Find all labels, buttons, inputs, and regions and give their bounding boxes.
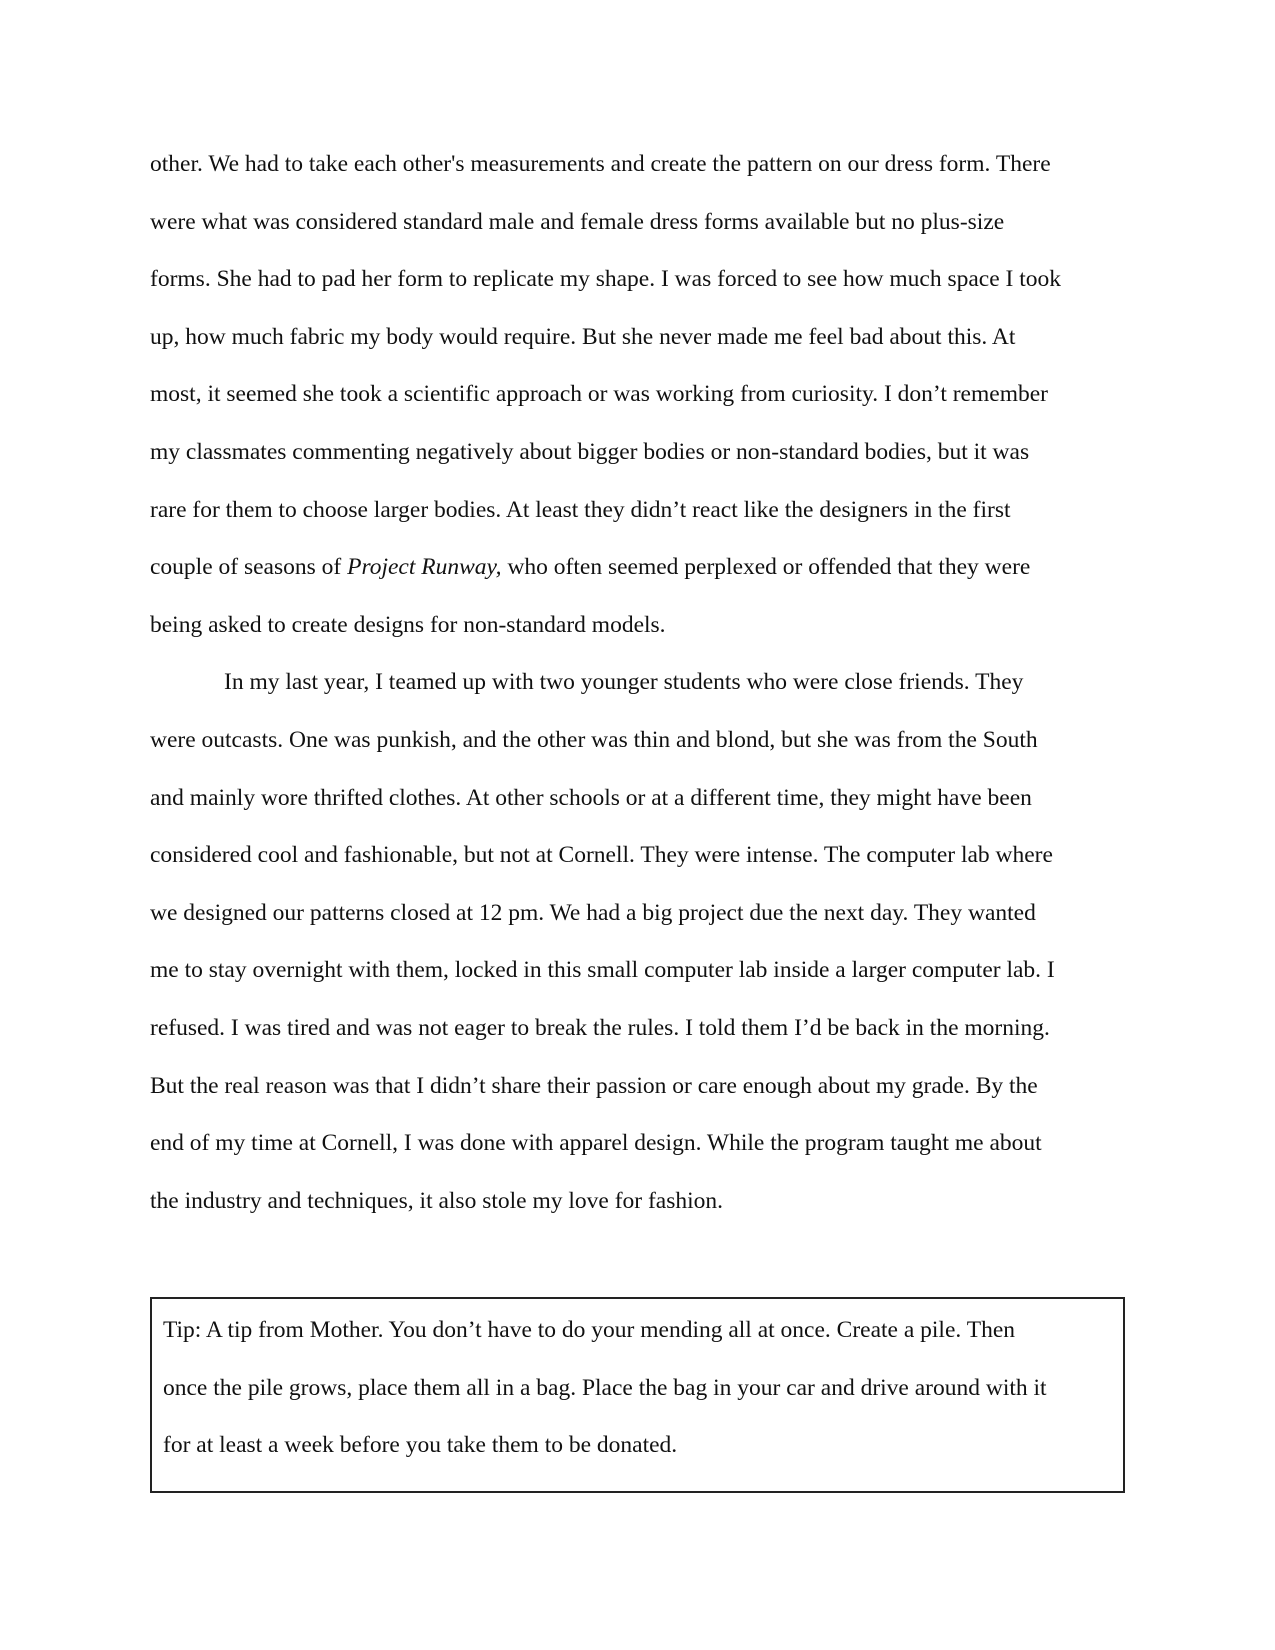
paragraph-line: forms. She had to pad her form to replicate my shape. I was forced to see how much space I took [150, 266, 1061, 293]
tip-box [150, 1297, 1125, 1493]
paragraph-line: my classmates commenting negatively about bigger bodies or non-standard bodies, but it was [150, 438, 1030, 465]
paragraph [150, 654, 1130, 1230]
tip-line: Tip: A tip from Mother. You don’t have to do your mending all at once. Create a pile. Then [163, 1317, 1016, 1343]
paragraph-line: we designed our patterns closed at 12 pm. We had a big project due the next day. They wanted [150, 899, 1036, 926]
paragraph-line: considered cool and fashionable, but not at Cornell. They were intense. The computer lab where [150, 842, 1053, 869]
paragraph-line: being asked to create designs for non-standard models. [150, 611, 666, 638]
paragraph-line: were what was considered standard male and female dress forms available but no plus-size [150, 208, 1005, 235]
paragraph-line: and mainly wore thrifted clothes. At other schools or at a different time, they might have been [150, 784, 1032, 811]
paragraph-continued [150, 136, 1130, 654]
tip-line: for at least a week before you take them to be donated. [163, 1432, 678, 1459]
paragraph-line: refused. I was tired and was not eager to break the rules. I told them I’d be back in the morning. [150, 1014, 1050, 1041]
paragraph-line: other. We had to take each other's measurements and create the pattern on our dress form. There [150, 151, 1051, 177]
paragraph-line [150, 539, 1130, 597]
paragraph-first-line: In my last year, I teamed up with two younger students who were close friends. They [224, 669, 1024, 696]
paragraph-line: But the real reason was that I didn’t share their passion or care enough about my grade. By the [150, 1072, 1038, 1099]
body-text [150, 136, 1130, 1230]
paragraph-line: up, how much fabric my body would require. But she never made me feel bad about this. At [150, 323, 1016, 350]
tip-text [163, 1302, 1047, 1475]
paragraph-line: were outcasts. One was punkish, and the other was thin and blond, but she was from the South [150, 726, 1038, 753]
paragraph-line: end of my time at Cornell, I was done with apparel design. While the program taught me about [150, 1130, 1042, 1157]
paragraph-line: me to stay overnight with them, locked in this small computer lab inside a larger computer lab. I [150, 957, 1055, 984]
paragraph-line: the industry and techniques, it also stole my love for fashion. [150, 1187, 724, 1214]
line-text: couple of seasons of [150, 554, 348, 581]
paragraph-line: rare for them to choose larger bodies. At least they didn’t react like the designers in the first [150, 496, 1011, 523]
line-text: who often seemed perplexed or offended that they were [501, 554, 1031, 581]
italic-title: Project Runway, [347, 554, 502, 581]
tip-line: once the pile grows, place them all in a bag. Place the bag in your car and drive around with it [163, 1374, 1047, 1401]
paragraph-line: most, it seemed she took a scientific approach or was working from curiosity. I don’t remember [150, 381, 1048, 408]
